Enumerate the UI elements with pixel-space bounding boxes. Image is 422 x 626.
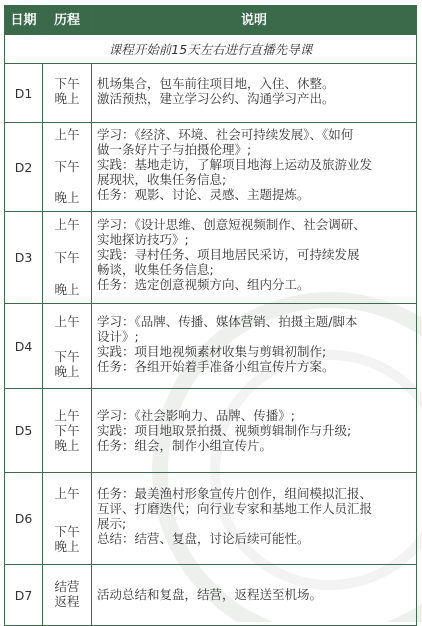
stage-label: 下午	[54, 159, 80, 174]
desc-line: 展示;	[97, 516, 127, 531]
desc-line: 做一条好片子与拍摄伦理》;	[97, 142, 252, 157]
desc-line: 学习：《品牌、传播、媒体营销、拍摄主题/脚本	[97, 314, 358, 329]
desc-line: 实践：项目地取景拍摄、视频剪辑制作与升级;	[97, 423, 352, 438]
stage-label: 晚上	[54, 282, 80, 297]
day-cell: D5	[5, 389, 43, 473]
stage-cell	[43, 64, 92, 123]
header-desc: 说明	[92, 6, 417, 35]
desc-line: 实践：项目地视频素材收集与剪辑初制作;	[97, 344, 327, 359]
day-cell: D1	[5, 64, 43, 123]
stage-cell	[43, 565, 92, 626]
stage-cell	[43, 304, 92, 389]
table-row	[5, 64, 417, 123]
desc-line: 学习：《社会影响力、品牌、传播》;	[97, 408, 295, 423]
desc-line: 学习：《设计思维、创意短视频制作、社会调研、	[97, 217, 366, 232]
stage-label: 上午	[54, 314, 80, 329]
table-row	[5, 304, 417, 389]
desc-line: 任务：选定创意视频方向、组内分工。	[97, 277, 310, 292]
stage-label: 晚上	[54, 539, 80, 554]
stage-label: 晚上	[54, 91, 80, 106]
preface-note: 课程开始前15天左右进行直播先导课	[5, 35, 417, 64]
stage-label: 返程	[54, 594, 80, 609]
stage-label: 上午	[54, 408, 80, 423]
header-day: 日期	[5, 6, 43, 35]
day-cell: D6	[5, 473, 43, 565]
desc-line: 任务：各组开始着手准备小组宣传片方案。	[97, 359, 335, 374]
desc-line: 学习：《经济、环境、社会可持续发展》、《如何	[97, 127, 354, 142]
table-row	[5, 389, 417, 473]
preface-row	[5, 35, 417, 64]
desc-cell	[92, 389, 417, 473]
schedule-table	[4, 5, 417, 626]
desc-line: 实践：基地走访，了解项目地海上运动及旅游业发	[97, 157, 373, 172]
desc-line: 实地探访技巧》;	[97, 232, 189, 247]
table-row	[5, 473, 417, 565]
desc-cell	[92, 304, 417, 389]
desc-cell	[92, 473, 417, 565]
stage-label: 上午	[54, 486, 80, 501]
desc-line: 设计》;	[97, 329, 139, 344]
stage-label: 下午	[54, 423, 80, 438]
table-row	[5, 212, 417, 304]
stage-label: 晚上	[54, 438, 80, 453]
desc-cell	[92, 64, 417, 123]
desc-line: 任务：观影、讨论、灵感、主题提炼。	[97, 187, 310, 202]
stage-cell	[43, 212, 92, 304]
desc-line: 任务：最美渔村形象宣传片创作，组间模拟汇报、	[97, 486, 373, 501]
day-cell: D2	[5, 123, 43, 212]
day-cell: D7	[5, 565, 43, 626]
day-cell: D4	[5, 304, 43, 389]
stage-label: 晚上	[54, 190, 80, 205]
desc-line: 总结：结营、复盘，讨论后续可能性。	[97, 531, 310, 546]
desc-line: 活动总结和复盘，结营，返程送至机场。	[97, 587, 323, 602]
desc-cell	[92, 212, 417, 304]
table-header-row	[5, 6, 417, 35]
desc-line: 畅谈，收集任务信息;	[97, 262, 214, 277]
stage-label: 上午	[54, 127, 80, 142]
stage-label: 上午	[54, 217, 80, 232]
stage-label: 下午	[54, 524, 80, 539]
desc-line: 实践：寻村任务、项目地居民采访，可持续发展	[97, 247, 360, 262]
stage-cell	[43, 473, 92, 565]
desc-line: 互评、打磨迭代；向行业专家和基地工作人员汇报	[97, 501, 373, 516]
desc-cell	[92, 565, 417, 626]
stage-cell	[43, 123, 92, 212]
header-stage: 历程	[43, 6, 92, 35]
desc-cell	[92, 123, 417, 212]
desc-line: 任务：组会，制作小组宣传片。	[97, 438, 273, 453]
desc-line: 激活预热，建立学习公约、沟通学习产出。	[97, 91, 335, 106]
stage-cell	[43, 389, 92, 473]
desc-line: 展现状，收集任务信息;	[97, 172, 227, 187]
table-row	[5, 123, 417, 212]
stage-label: 晚上	[54, 364, 80, 379]
stage-label: 下午	[54, 250, 80, 265]
desc-line: 机场集合，包车前往项目地，入住、休整。	[97, 76, 335, 91]
stage-label: 结营	[54, 579, 80, 594]
table-row	[5, 565, 417, 626]
stage-label: 下午	[54, 349, 80, 364]
day-cell: D3	[5, 212, 43, 304]
stage-label: 下午	[54, 76, 80, 91]
